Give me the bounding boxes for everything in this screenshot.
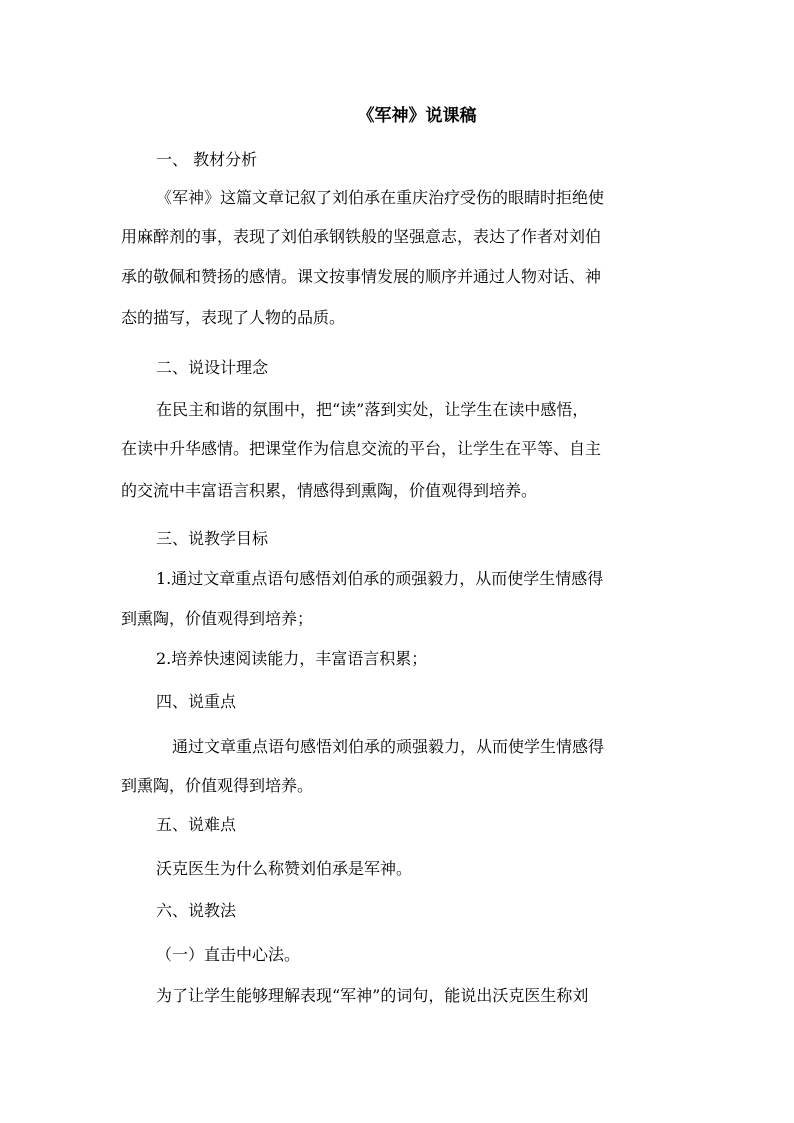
section-heading-2: 二、说设计理念 <box>156 358 269 377</box>
paragraph-line: 《军神》这篇文章记叙了刘伯承在重庆治疗受伤的眼睛时拒绝使 <box>156 188 605 207</box>
paragraph-line: 1.通过文章重点语句感悟刘伯承的顽强毅力，从而使学生情感得 <box>156 569 604 588</box>
document-title: 《军神》说课稿 <box>357 106 477 126</box>
paragraph-line: 到熏陶，价值观得到培养； <box>121 609 314 628</box>
paragraph-line: 沃克医生为什么称赞刘伯承是军神。 <box>156 859 413 878</box>
subsection-heading: （一）直击中心法。 <box>156 945 301 964</box>
paragraph-line: 的交流中丰富语言积累，情感得到熏陶，价值观得到培养。 <box>121 481 538 500</box>
paragraph-line: 用麻醉剂的事，表现了刘伯承钢铁般的坚强意志，表达了作者对刘伯 <box>121 227 602 246</box>
paragraph-line: 在读中升华感情。把课堂作为信息交流的平台，让学生在平等、自主 <box>121 439 602 458</box>
paragraph-line: 承的敬佩和赞扬的感情。课文按事情发展的顺序并通过人物对话、神 <box>121 267 602 286</box>
section-heading-3: 三、说教学目标 <box>156 529 269 548</box>
paragraph-line: 态的描写，表现了人物的品质。 <box>121 308 346 327</box>
section-heading-6: 六、说教法 <box>156 901 237 920</box>
paragraph-line: 到熏陶，价值观得到培养。 <box>121 776 314 795</box>
section-heading-5: 五、说难点 <box>156 815 237 834</box>
section-heading-1: 一、 教材分析 <box>156 150 258 169</box>
paragraph-line: 在民主和谐的氛围中，把“读”落到实处，让学生在读中感悟， <box>156 400 589 419</box>
paragraph-line: 2.培养快速阅读能力，丰富语言积累； <box>156 649 428 668</box>
paragraph-line: 通过文章重点语句感悟刘伯承的顽强毅力，从而使学生情感得 <box>172 737 605 756</box>
paragraph-line: 为了让学生能够理解表现“军神”的词句，能说出沃克医生称刘 <box>156 986 589 1005</box>
section-heading-4: 四、说重点 <box>156 692 237 711</box>
